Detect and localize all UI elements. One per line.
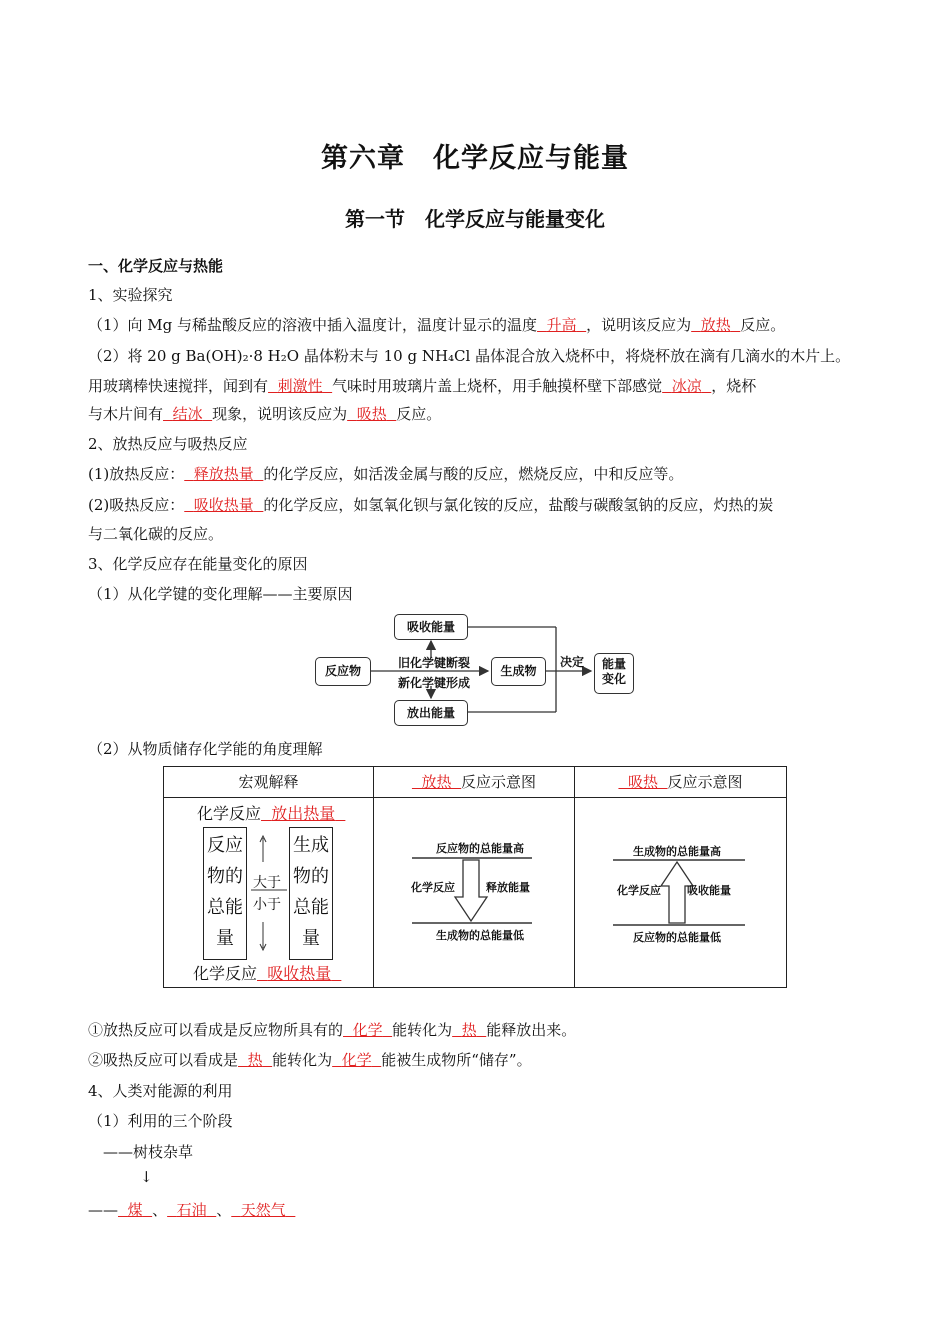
endo-arrow-diagram [575, 798, 786, 987]
exo-right-label: 释放能量 [486, 881, 530, 894]
flow-decide: 决定 [560, 655, 585, 669]
col-exo-header: 放热 反应示意图 [421, 773, 537, 791]
experiment-2-line3: 与木片间有 结冰 现象，说明该反应为 吸热 反应。 [88, 405, 442, 423]
answer-coal: 煤 [127, 1201, 143, 1219]
answer-chemical-1: 化学 [352, 1021, 383, 1039]
chapter-title: 第六章 化学反应与能量 [321, 143, 629, 174]
heading-energy-cause: 3、化学反应存在能量变化的原因 [88, 555, 308, 573]
flow-absorb-energy: 吸收能量 [394, 614, 468, 640]
endo-top-label: 生成物的总能量高 [633, 845, 721, 858]
macro-top-line: 化学反应 放出热量 [197, 804, 336, 823]
answer-exothermic: 放热 [700, 316, 731, 334]
cell-macro [164, 798, 374, 988]
subheading-chemical-bond: （1）从化学键的变化理解——主要原因 [88, 585, 353, 603]
answer-natural-gas: 天然气 [240, 1201, 286, 1219]
endo-right-label: 吸收能量 [687, 884, 731, 897]
answer-rise: 升高 [546, 316, 577, 334]
flow-release-energy: 放出能量 [394, 700, 468, 726]
experiment-2-line1: （2）将 20 g Ba(OH)₂·8 H₂O 晶体粉末与 10 g NH₄Cl 晶体混合放入烧杯中，将烧杯放在滴有几滴水的木片上。 [88, 347, 851, 365]
answer-freeze: 结冰 [172, 405, 203, 423]
experiment-2-line2: 用玻璃棒快速搅拌，闻到有 刺激性 气味时用玻璃片盖上烧杯，用手触摸杯壁下部感觉 冰凉 ，烧杯 [88, 377, 757, 395]
stage-firewood: ——树枝杂草 [103, 1143, 194, 1161]
flow-reactant: 反应物 [315, 657, 371, 686]
exo-top-label: 反应物的总能量高 [436, 842, 524, 855]
answer-heat-2: 热 [247, 1051, 263, 1069]
heading-experiment: 1、实验探究 [88, 286, 173, 304]
col-endo-header: 吸热 反应示意图 [627, 773, 743, 791]
answer-endothermic: 吸热 [356, 405, 387, 423]
note-endothermic: ②吸热反应可以看成是 热 能转化为 化学 能被生成物所“储存”。 [88, 1051, 532, 1069]
endo-bottom-label: 反应物的总能量低 [633, 931, 721, 944]
macro-bottom-line: 化学反应 吸收热量 [193, 964, 332, 983]
cell-exo-diagram [374, 798, 575, 988]
answer-pungent: 刺激性 [277, 377, 323, 395]
answer-oil: 石油 [176, 1201, 207, 1219]
heading-energy-usage: 4、人类对能源的利用 [88, 1082, 233, 1100]
answer-chemical-2: 化学 [341, 1051, 372, 1069]
flow-new-bond-form: 新化学键形成 [398, 676, 471, 690]
note-exothermic: ①放热反应可以看成是反应物所具有的 化学 能转化为 热 能释放出来。 [88, 1021, 577, 1039]
energy-table [163, 766, 787, 988]
col-macro-header: 宏观解释 [238, 773, 299, 791]
label-greater: 大于 [253, 875, 281, 891]
exothermic-definition: (1)放热反应： 释放热量 的化学反应，如活泼金属与酸的反应，燃烧反应，中和反应等。 [88, 465, 684, 483]
section-title: 第一节 化学反应与能量变化 [345, 207, 605, 231]
reactant-energy-box: 反应 物的 总能 量 [203, 827, 247, 960]
cell-endo-diagram [575, 798, 787, 988]
experiment-1-text: （1）向 Mg 与稀盐酸反应的溶液中插入温度计，温度计显示的温度 升高 ，说明该反应为 放热 反应。 [88, 316, 786, 334]
stage-fossil-fuels: —— 煤 、 石油 、 天然气 [88, 1199, 295, 1220]
heading-exo-endo: 2、放热反应与吸热反应 [88, 435, 248, 453]
answer-absorb-heat: 吸收热量 [193, 496, 254, 514]
answer-cold: 冰凉 [671, 377, 702, 395]
stage-arrow: ↓ [140, 1168, 153, 1186]
endothermic-definition-line2: 与二氧化碳的反应。 [88, 525, 224, 543]
answer-heat-1: 热 [461, 1021, 477, 1039]
flow-product: 生成物 [491, 657, 546, 686]
flow-old-bond-break: 旧化学键断裂 [398, 656, 471, 670]
heading-thermal-energy: 一、化学反应与热能 [88, 257, 224, 275]
exo-left-label: 化学反应 [411, 881, 455, 894]
product-energy-box: 生成 物的 总能 量 [289, 827, 333, 960]
answer-release-heat: 释放热量 [193, 465, 254, 483]
subheading-three-stages: （1）利用的三个阶段 [88, 1112, 233, 1130]
flow-energy-change: 能量 变化 [594, 653, 634, 694]
exo-arrow-diagram [374, 798, 574, 987]
subheading-stored-energy: （2）从物质储存化学能的角度理解 [88, 740, 323, 758]
label-less: 小于 [253, 897, 281, 913]
exo-bottom-label: 生成物的总能量低 [436, 929, 524, 942]
endothermic-definition: (2)吸热反应： 吸收热量 的化学反应，如氢氧化钡与氯化铵的反应，盐酸与碳酸氢钠的反应，灼热的炭 [88, 496, 774, 514]
endo-left-label: 化学反应 [617, 884, 661, 897]
